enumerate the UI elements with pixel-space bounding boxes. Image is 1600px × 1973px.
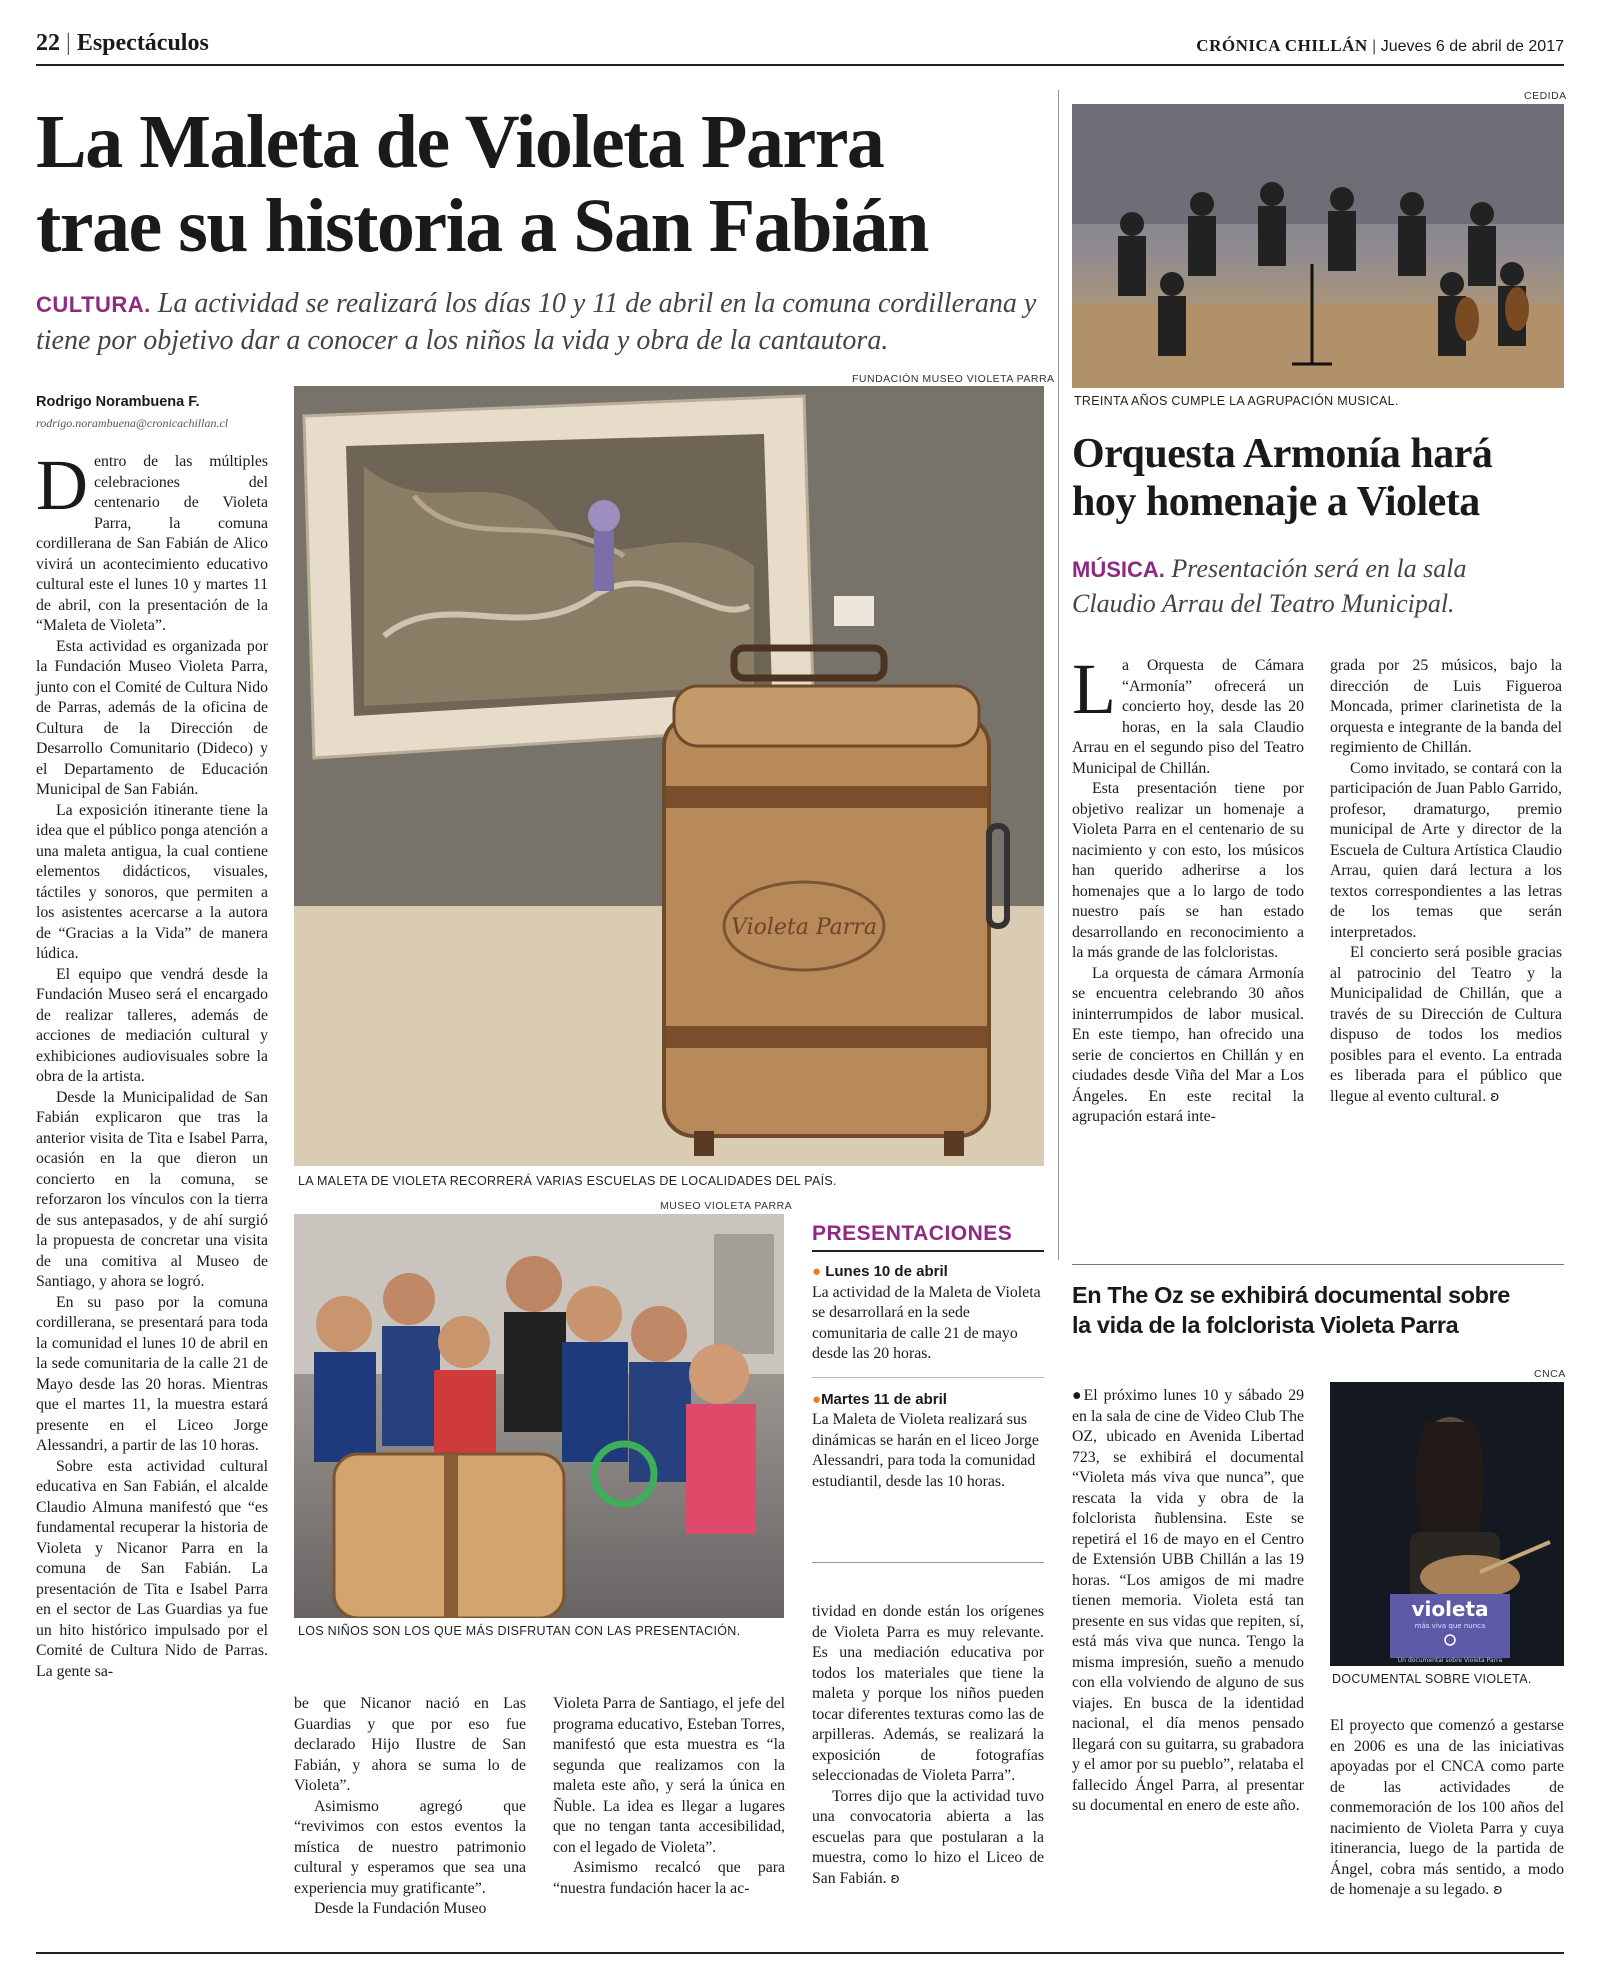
- presentacion-date-1: [812, 1262, 1044, 1283]
- orquesta-headline: [1072, 430, 1552, 526]
- orquesta-subheadline: [1072, 552, 1552, 621]
- presentaciones-divider: [812, 1377, 1044, 1378]
- oz-col1-text: El próximo lunes 10 y sábado 29 en la sala de cine de Video Club The OZ, ubicado en Avenida Libertad 723, se exhibirá el documental “Violeta más viva que nunca”, que rescata la vida y obra de la folclorista ñublensina. Este se repetirá el 16 de mayo en el Centro de Extensión UBB Chillán a las 19 horas. “Los amigos de mi madre tienen memoria. Violeta está tan presente en sus vidas que repiten, sí, está más viva que nunca. Tengo la misma impresión, sueño a menudo con ella volviendo de alguno de sus viajes. En busca de la identidad nacional, el día menos pensado llegará con su guitarra, su grabadora y el amor por su pueblo”, relataba el fallecido Ángel Parra, al presentar su documental en enero de este año.: [1072, 1387, 1305, 1814]
- orquesta-col2-p2: Como invitado, se contará con la participación de Juan Pablo Garrido, profesor, dramaturgo, premio municipal de Arte y director de la Escuela de Cultura Artística Claudio Arrau, quien dará lectura a los textos correspondientes a las letras de los temas que serán interpretados.: [1330, 759, 1562, 941]
- orquesta-col2-p3-text: El concierto será posible gracias al patrocinio del Teatro y la Municipalidad de Chillán, que a través de su Dirección de Cultura dispuso de todos los medios posibles para el evento. La entrada es liberada para el público que llegue al evento cultural.: [1330, 944, 1562, 1105]
- main-kicker: CULTURA.: [36, 292, 151, 317]
- main-col4-p1: tividad en donde están los orígenes de Violeta Parra es muy relevante. Es una mediación educativa por todos los materiales que tiene la maleta y porque los niños pueden tocar diferentes texturas como las de arpilleras. Además, se realizará la exposición de fotografías seleccionadas de Violeta Parra”.: [812, 1603, 1044, 1784]
- oz-col2-text: El proyecto que comenzó a gestarse en 2006 es una de las iniciativas apoyadas por el CNCA como parte de las actividades de conmemoración de los 100 años del nacimiento de Violeta Parra y cuya itinerancia, luego de la partida de Ángel, cobra más sentido, a modo de homenaje a su legado.: [1330, 1717, 1564, 1898]
- poster-word: violeta: [1411, 1597, 1489, 1621]
- main-subheadline: [36, 286, 1056, 359]
- main-col1-p5: Desde la Municipalidad de San Fabián explicaron que tras la anterior visita de Tita e Isabel Parra, ocasión en la que dieron un concierto en la comuna, se reforzaron los vínculos con la tierra de sus antepasados, y de ahí surgió la propuesta de concretar una visita de una comitiva al Museo de Santiago, y ahora se logró.: [36, 1088, 268, 1290]
- photo2-caption: LOS NIÑOS SON LOS QUE MÁS DISFRUTAN CON LAS PRESENTACIÓN.: [298, 1624, 741, 1638]
- photo2-illustration: [294, 1214, 784, 1618]
- oz-headline: [1072, 1280, 1552, 1340]
- presentacion-item-1: [812, 1262, 1044, 1365]
- orquesta-kicker: MÚSICA.: [1072, 557, 1165, 582]
- photo2-children: [294, 1214, 784, 1618]
- end-mark-icon: ʚ: [1493, 1882, 1503, 1898]
- presentaciones-heading: PRESENTACIONES: [812, 1222, 1013, 1245]
- bullet-icon: ●: [812, 1390, 822, 1408]
- photo1-credit: FUNDACIÓN MUSEO VIOLETA PARRA: [852, 373, 1055, 385]
- orquesta-headline-line1: Orquesta Armonía hará: [1072, 431, 1493, 477]
- bullet-icon: ●: [1072, 1387, 1084, 1404]
- footer-rule: [36, 1952, 1564, 1954]
- byline: Rodrigo Norambuena F.: [36, 394, 200, 410]
- orquesta-column-2: [1330, 656, 1562, 1107]
- oz-col1-p1: [1072, 1386, 1304, 1817]
- orquesta-col1-p1: [1072, 649, 1304, 779]
- main-col2-p2: Asimismo agregó que “revivimos con estos eventos la mística de nuestro patrimonio cultural y esperamos que sea una experiencia muy gratificante”.: [294, 1797, 526, 1897]
- oz-column-1: [1072, 1386, 1304, 1817]
- publication-name: CRÓNICA CHILLÁN: [1196, 36, 1368, 55]
- main-col1-p7: Sobre esta actividad cultural educativa en San Fabián, el alcalde Claudio Almuna manifestó que “es fundamental recuperar la historia de Violeta y Nicanor Parra en la comuna de San Fabián. La presentación de Tita e Isabel Parra en el sector de Las Guardias ya fue un hito histórico impulsado por el Comité de Cultura Nido de Parras. La gente sa-: [36, 1457, 268, 1680]
- poster-bottom: Un documental sobre Violeta Parra: [1397, 1657, 1503, 1664]
- orquesta-photo-credit: CEDIDA: [1524, 90, 1567, 102]
- main-col4-p2-text: Torres dijo que la actividad tuvo una convocatoria abierta a las escuelas para que postularan a la muestra, como lo hizo el Liceo de San Fabián.: [812, 1787, 1044, 1887]
- photo2-credit: MUSEO VIOLETA PARRA: [660, 1200, 793, 1212]
- main-col1-p1: [36, 445, 268, 637]
- main-column-2: [294, 1694, 526, 1920]
- page-number: 22: [36, 30, 60, 56]
- orquesta-col2-p3: [1330, 943, 1562, 1107]
- end-mark-icon: ʚ: [890, 1870, 900, 1887]
- orquesta-col2-p1: grada por 25 músicos, bajo la dirección de Luis Figueroa Moncada, primer clarinetista de la orquesta e integrante de la banda del regimiento de Chillán.: [1330, 657, 1562, 756]
- author-email: rodrigo.norambuena@cronicachillan.cl: [36, 416, 229, 430]
- orquesta-col1-p1-text: a Orquesta de Cámara “Armonía” ofrecerá un concierto hoy, desde las 20 horas, en la sala Claudio Arrau en el segundo piso del Teatro Municipal de Chillán.: [1072, 657, 1304, 777]
- main-headline-line2: trae su historia a San Fabián: [36, 184, 928, 268]
- dropcap: D: [36, 445, 88, 525]
- section-name: Espectáculos: [76, 30, 209, 56]
- main-column-3: [553, 1694, 785, 1899]
- main-col1-p4: El equipo que vendrá desde la Fundación Museo será el encargado de realizar talleres, además de acciones de mediación cultural y exhibiciones audiovisuales sobre la obra de la artista.: [36, 965, 268, 1085]
- oz-top-rule: [1072, 1264, 1564, 1265]
- oz-photo-caption: DOCUMENTAL SOBRE VIOLETA.: [1332, 1672, 1532, 1686]
- photo1-suitcase: [294, 386, 1044, 1166]
- orquesta-subtitle-text: Presentación será en la sala Claudio Arrau del Teatro Municipal.: [1072, 554, 1467, 618]
- photo1-illustration: [294, 386, 1044, 1166]
- main-col1-p1-text: entro de las múltiples celebraciones del centenario de Violeta Parra, la comuna cordillerana de San Fabián de Alico vivirá un acontecimiento educativo cultural este el lunes 10 y martes 11 de abril, con la presentación de la “Maleta de Violeta”.: [36, 453, 268, 634]
- main-headline-line1: La Maleta de Violeta Parra: [36, 100, 884, 184]
- orquesta-dropcap: L: [1072, 649, 1116, 729]
- presentaciones-rule: [812, 1250, 1044, 1252]
- end-mark-icon: ʚ: [1490, 1088, 1500, 1105]
- oz-col2-p1: [1330, 1716, 1564, 1901]
- presentaciones-bottom-rule: [812, 1562, 1044, 1563]
- oz-photo-credit: CNCA: [1534, 1368, 1566, 1380]
- orquesta-photo-caption: TREINTA AÑOS CUMPLE LA AGRUPACIÓN MUSICAL.: [1074, 394, 1399, 408]
- orquesta-column-1: [1072, 649, 1304, 1128]
- main-col1-p2: Esta actividad es organizada por la Fundación Museo Violeta Parra, junto con el Comité de Cultura Nido de Parras, además de la oficina de Cultura de la Dirección de Desarrollo Comunitario (Dideco) y el Departamento de Educación Municipal de San Fabián.: [36, 637, 268, 798]
- orquesta-headline-line2: hoy homenaje a Violeta: [1072, 479, 1480, 525]
- orquesta-illustration: [1072, 104, 1564, 388]
- presentacion-text-1: La actividad de la Maleta de Violeta se desarrollará en la sede comunitaria de calle 21 de mayo desde las 20 horas.: [812, 1283, 1041, 1362]
- main-column-4: [812, 1602, 1044, 1889]
- header-rule: [36, 64, 1564, 66]
- poster-tagline: más viva que nunca: [1414, 1622, 1486, 1630]
- main-col1-p6: En su paso por la comuna cordillerana, se presentará para toda la comunidad el lunes 10 de abril en la sede comunitaria de la calle 21 de Mayo desde las 20 horas. Mientras que el martes 11, la muestra estará presente en el Liceo Jorge Alessandri, a partir de las 10 horas.: [36, 1293, 268, 1454]
- suitcase-label: Violeta Parra: [731, 915, 877, 940]
- orquesta-col1-p2: Esta presentación tiene por objetivo realizar un homenaje a Violeta Parra en el centenario de su nacimiento y con esto, los músicos han querido adherirse a los homenajes que a lo largo de todo nuestro país se han estado desarrollando en reconocimiento a la más grande de las folcloristas.: [1072, 780, 1304, 961]
- bullet-icon: ●: [812, 1263, 822, 1280]
- main-col2-p3: Desde la Fundación Museo: [314, 1900, 487, 1917]
- oz-column-2: [1330, 1716, 1564, 1901]
- publication-date: Jueves 6 de abril de 2017: [1380, 38, 1564, 55]
- photo1-caption: LA MALETA DE VIOLETA RECORRERÁ VARIAS ESCUELAS DE LOCALIDADES DEL PAÍS.: [298, 1174, 837, 1188]
- presentacion-text-2: La Maleta de Violeta realizará sus dinámicas se harán en el liceo Jorge Alessandri, para toda la comunidad estudiantil, desde las 10 horas.: [812, 1411, 1039, 1490]
- orquesta-photo: [1072, 104, 1564, 388]
- main-col1-p3: La exposición itinerante tiene la idea que el público ponga atención a una maleta antigua, la cual contiene elementos didácticos, visuales, táctiles y sonoros, que permiten a los asistentes acercarse a la autora de “Gracias a la Vida” de manera lúdica.: [36, 801, 268, 962]
- orquesta-col1-p3: La orquesta de cámara Armonía se encuentra celebrando 30 años ininterrumpidos de labor musical. En este tiempo, han ofrecido una serie de conciertos en Chillán y en ciudades desde Viña del Mar a Los Ángeles. En este recital la agrupación estará inte-: [1072, 964, 1304, 1125]
- page-header-left: 22 | Espectáculos: [36, 30, 209, 56]
- oz-headline-line1: En The Oz se exhibirá documental sobre: [1072, 1282, 1510, 1308]
- main-column-1: [36, 445, 268, 1682]
- presentacion-date-1-text: Lunes 10 de abril: [825, 1263, 948, 1280]
- main-col3-p2: Asimismo recalcó que para “nuestra fundación hacer la ac-: [553, 1859, 785, 1897]
- main-col3-p1: Violeta Parra de Santiago, el jefe del programa educativo, Esteban Torres, manifestó que esta muestra es “la segunda que realizamos con la maleta este año, y será la única en Ñuble. La idea es llegar a lugares que no tengan tanta accesibilidad, con el legado de Violeta”.: [553, 1695, 785, 1856]
- main-col4-p2: [812, 1787, 1044, 1890]
- presentacion-date-2: [812, 1390, 1044, 1411]
- column-divider: [1058, 90, 1059, 1260]
- page-header-right: CRÓNICA CHILLÁN | Jueves 6 de abril de 2017: [1196, 36, 1564, 55]
- main-headline: [36, 100, 1036, 268]
- presentaciones-list: [812, 1262, 1044, 1492]
- presentacion-date-2-text: Martes 11 de abril: [821, 1390, 947, 1408]
- presentacion-item-2: [812, 1390, 1044, 1493]
- oz-poster-illustration: [1330, 1382, 1564, 1666]
- oz-headline-line2: la vida de la folclorista Violeta Parra: [1072, 1312, 1459, 1338]
- main-subtitle-text: La actividad se realizará los días 10 y 11 de abril en la comuna cordillerana y tiene por objetivo dar a conocer a los niños la vida y obra de la cantautora.: [36, 288, 1037, 356]
- oz-poster: [1330, 1382, 1564, 1666]
- main-col2-p1: be que Nicanor nació en Las Guardias y que por eso fue declarado Hijo Ilustre de San Fabián, y ahora se suma lo de Violeta”.: [294, 1695, 526, 1794]
